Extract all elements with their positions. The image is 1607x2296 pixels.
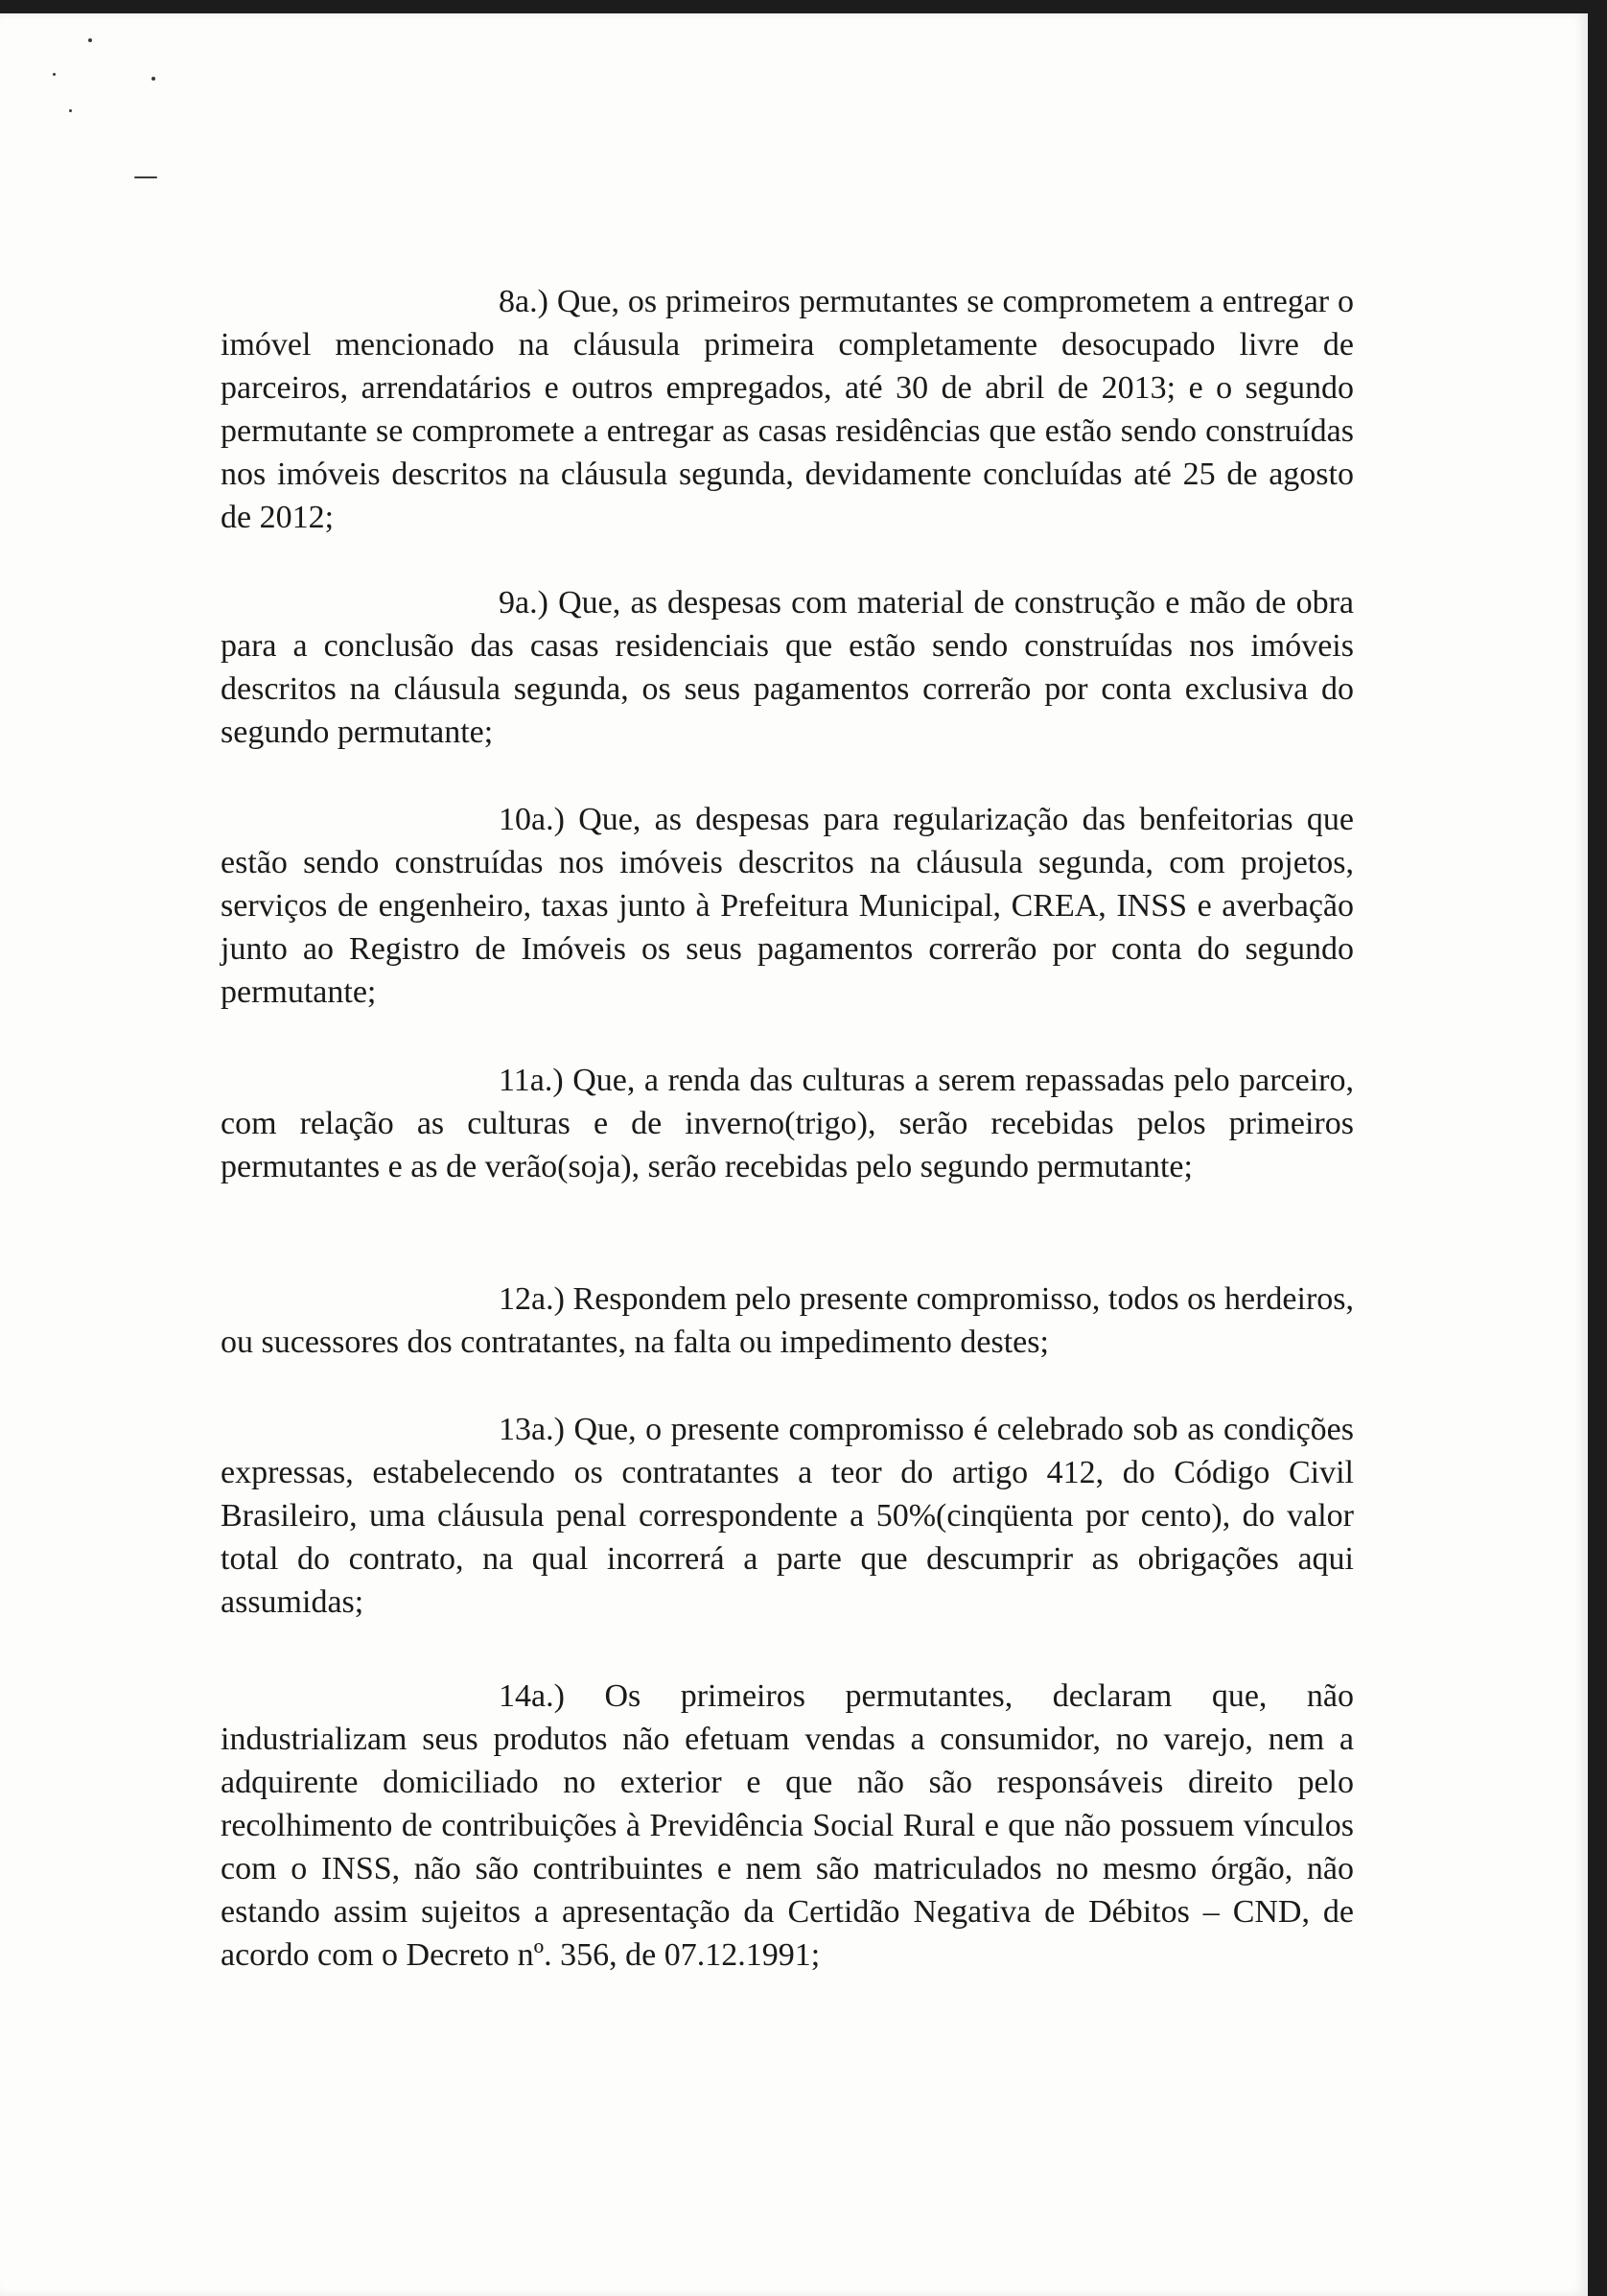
clause-text: Que, a renda das culturas a serem repassadas pelo parceiro, com relação as culturas e de inverno(trigo), serão recebidas pelos primeiros permutantes e as de verão(soja), serão recebidas pelo segundo permutante;: [221, 1063, 1354, 1184]
clause-12: [221, 1277, 1354, 1364]
clause-text: Respondem pelo presente compromisso, todos os herdeiros, ou sucessores dos contratantes, na falta ou impedimento destes;: [221, 1281, 1354, 1360]
clause-11: [221, 1059, 1354, 1188]
document-page: [0, 13, 1588, 2296]
clause-text: Que, as despesas para regularização das benfeitorias que estão sendo construídas nos imóveis descritos na cláusula segunda, com projetos, serviços de engenheiro, taxas junto à Prefeitura Municipal, CREA, INSS e averbação junto ao Registro de Imóveis os seus pagamentos correrão por conta do segundo permutante;: [221, 802, 1355, 1010]
scan-speck: [134, 176, 157, 178]
clause-number: 8a.): [499, 284, 548, 319]
clause-text: Que, as despesas com material de construção e mão de obra para a conclusão das casas residenciais que estão sendo construídas nos imóveis descritos na cláusula segunda, os seus pagamentos correrão por conta exclusiva do segundo permutante;: [221, 585, 1354, 750]
clause-number: 11a.): [499, 1063, 564, 1098]
clause-text: Os primeiros permutantes, declaram que, não industrializam seus produtos não efetuam vendas a consumidor, no varejo, nem a adquirente domiciliado no exterior e que não são responsáveis direito pelo recolhimento de contribuições à Previdência Social Rural e que não possuem vínculos com o INSS, não são contribuintes e nem são matriculados no mesmo órgão, não estando assim sujeitos a apresentação da Certidão Negativa de Débitos – CND, de acordo com o Decreto nº. 356, de 07.12.1991;: [221, 1678, 1355, 1973]
clause-text: Que, o presente compromisso é celebrado sob as condições expressas, estabelecendo os contratantes a teor do artigo 412, do Código Civil Brasileiro, uma cláusula penal correspondente a 50%(cinqüenta por cento), do valor total do contrato, na qual incorrerá a parte que descumprir as obrigações aqui assumidas;: [221, 1412, 1355, 1620]
clause-number: 9a.): [499, 585, 548, 621]
clause-number: 12a.): [499, 1281, 565, 1317]
clause-10: [221, 798, 1354, 1014]
clause-number: 14a.): [499, 1678, 565, 1714]
scan-speck: [151, 77, 155, 81]
scan-speck: [53, 73, 56, 76]
clause-14: [221, 1675, 1354, 1977]
scan-speck: [69, 109, 72, 112]
clause-13: [221, 1408, 1354, 1624]
clause-number: 13a.): [499, 1412, 565, 1447]
clause-8: [221, 280, 1354, 539]
clause-number: 10a.): [499, 802, 565, 837]
clause-9: [221, 581, 1354, 754]
clause-text: Que, os primeiros permutantes se comprometem a entregar o imóvel mencionado na cláusula primeira completamente desocupado livre de parceiros, arrendatários e outros empregados, até 30 de abril de 2013; e o segundo permutante se compromete a entregar as casas residências que estão sendo construídas nos imóveis descritos na cláusula segunda, devidamente concluídas até 25 de agosto de 2012;: [221, 284, 1354, 535]
scan-speck: [88, 38, 92, 42]
